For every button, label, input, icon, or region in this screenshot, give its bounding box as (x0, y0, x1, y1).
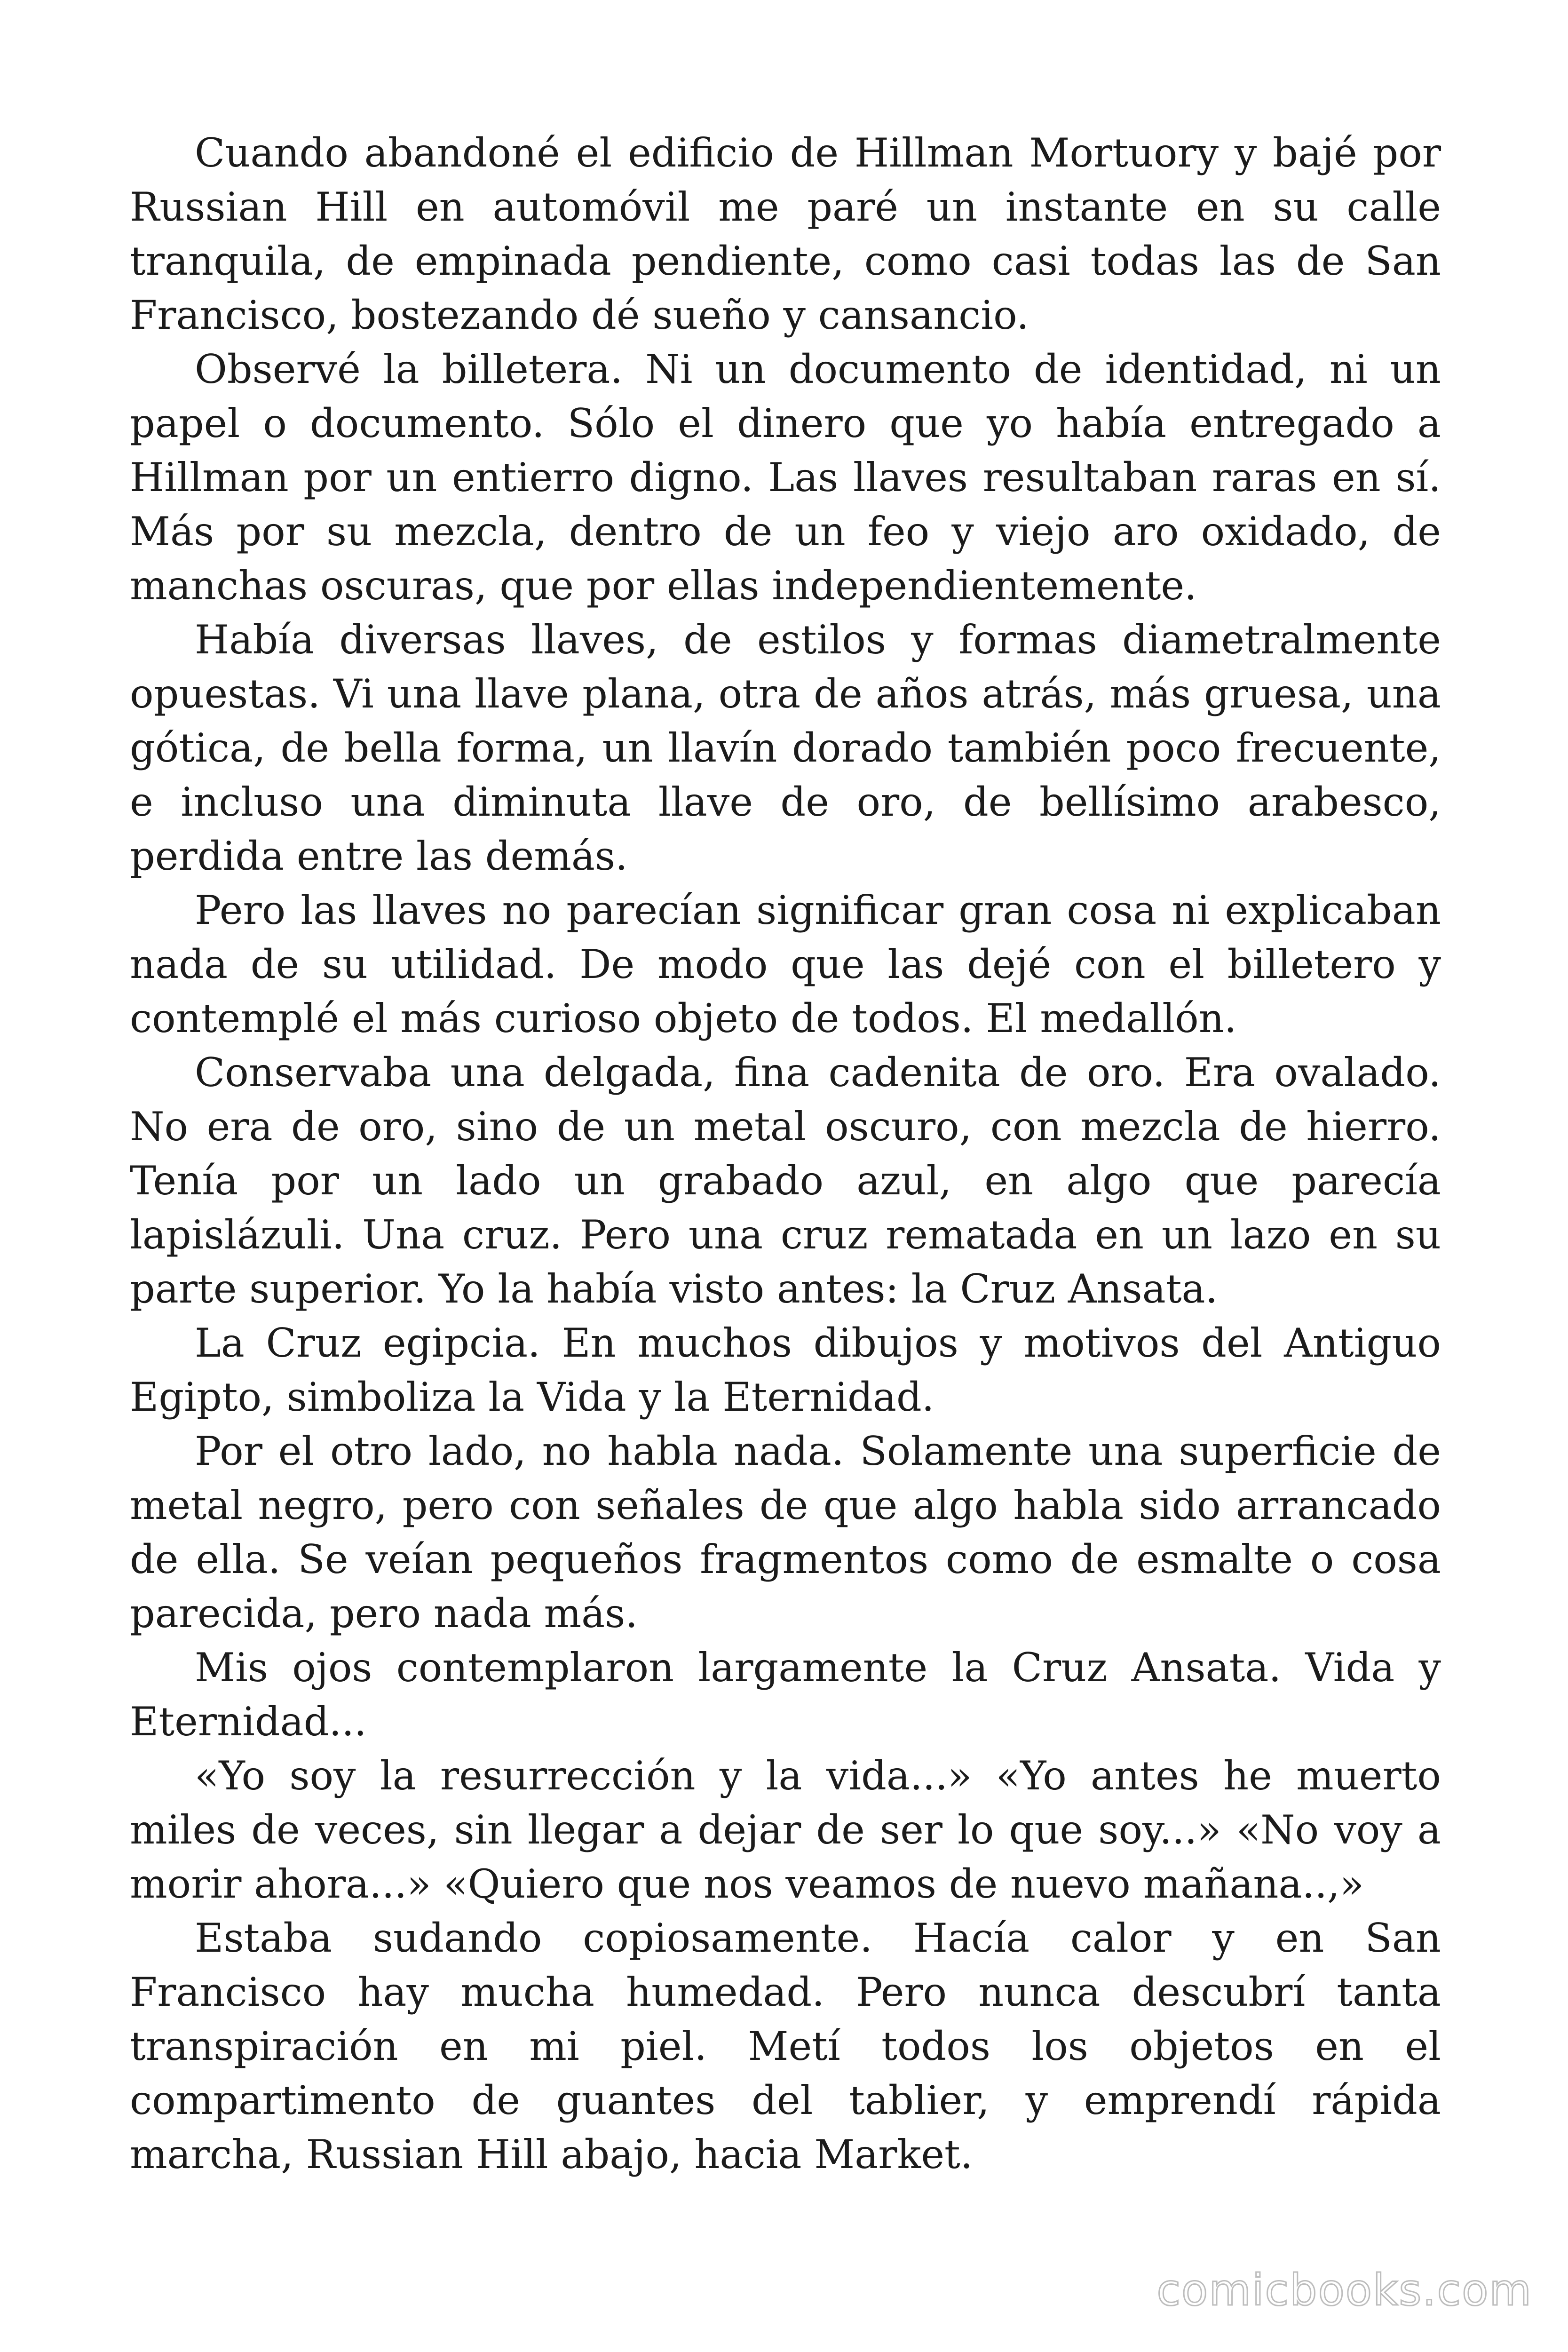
paragraph: «Yo soy la resurrección y la vida...» «Yo antes he muerto miles de veces, sin llegar a dejar de ser lo que soy...» «No voy a morir ahora...» «Quiero que nos veamos de nuevo mañana..,» (130, 1753, 1441, 1907)
paragraph: Había diversas llaves, de estilos y formas diametralmente opuestas. Vi una llave plana, otra de años atrás, más gruesa, una gótica, de bella forma, un llavín dorado también poco frecuente, e incluso una diminuta llave de oro, de bellísimo arabesco, perdida entre las demás. (130, 617, 1441, 879)
paragraph: Pero las llaves no parecían significar gran cosa ni explicaban nada de su utilidad. De modo que las dejé con el billetero y contemplé el más curioso objeto de todos. El medallón. (130, 887, 1441, 1041)
paragraph: Cuando abandoné el edificio de Hillman Mortuory y bajé por Russian Hill en automóvil me paré un instante en su calle tranquila, de empinada pendiente, como casi todas las de San Francisco, bostezando dé sueño y cansancio. (130, 130, 1441, 338)
paragraph: Por el otro lado, no habla nada. Solamente una superficie de metal negro, pero con señales de que algo habla sido arrancado de ella. Se veían pequeños fragmentos como de esmalte o cosa parecida, pero nada más. (130, 1428, 1441, 1637)
paragraph: Observé la billetera. Ni un documento de identidad, ni un papel o documento. Sólo el dinero que yo había entregado a Hillman por un entierro digno. Las llaves resultaban raras en sí. Más por su mezcla, dentro de un feo y viejo aro oxidado, de manchas oscuras, que por ellas independientemente. (130, 346, 1441, 609)
paragraph: Conservaba una delgada, fina cadenita de oro. Era ovalado. No era de oro, sino de un metal oscuro, con mezcla de hierro. Tenía por un lado un grabado azul, en algo que parecía lapislázuli. Una cruz. Pero una cruz rematada en un lazo en su parte superior. Yo la había visto antes: la Cruz Ansata. (130, 1049, 1441, 1312)
body-text (130, 126, 1441, 2182)
paragraph: Estaba sudando copiosamente. Hacía calor y en San Francisco hay mucha humedad. Pero nunca descubrí tanta transpiración en mi piel. Metí todos los objetos en el compartimento de guantes del tablier, y emprendí rápida marcha, Russian Hill abajo, hacia Market. (130, 1915, 1441, 2177)
paragraph: Mis ojos contemplaron largamente la Cruz Ansata. Vida y Eternidad... (130, 1645, 1441, 1745)
paragraph: La Cruz egipcia. En muchos dibujos y motivos del Antiguo Egipto, simboliza la Vida y la Eternidad. (130, 1320, 1441, 1420)
watermark: comicbooks.com (1156, 2265, 1532, 2315)
